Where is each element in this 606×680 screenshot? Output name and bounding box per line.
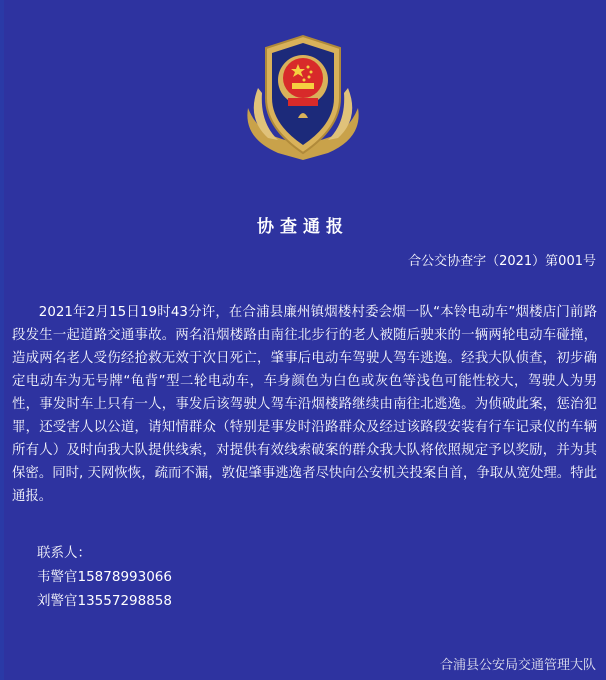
notice-body: 2021年2月15日19时43分许，在合浦县廉州镇烟楼村委会烟一队“本铃电动车”烟楼店门前路段发生一起道路交通事故。两名沿烟楼路由南往北步行的老人被随后驶来的一辆两轮电动车碰撞，造成两名老人受伤经抢救无效于次日死亡，肇事后电动车驾驶人驾车逃逸。经我大队侦查，初步确定电动车为无号牌“龟背”型二轮电动车，车身颜色为白色或灰色等浅色可能性较大，驾驶人为男性，事发时车上只有一人，事发后该驾驶人驾车沿烟楼路继续由南往北逃逸。为侦破此案，惩治犯罪，还受害人以公道，请知情群众（特别是事发时沿路群众及经过该路段安装有行车记录仪的车辆所有人）及时向我大队提供线索，对提供有效线索破案的群众我大队将依照规定予以奖励，并为其保密。同时, 天网恢恢，疏而不漏，敦促肇事逃逸者尽快向公安机关投案自首，争取从宽处理。特此通报。 (12, 305, 597, 504)
left-edge-strip (0, 0, 4, 680)
page-title: 协查通报 (257, 217, 349, 237)
contact-item: 刘警官13557298858 (37, 593, 172, 609)
contact-item: 韦警官15878993066 (37, 569, 172, 585)
contact-label: 联系人： (37, 545, 91, 561)
document-number: 合公交协查字（2021）第001号 (408, 254, 596, 269)
police-emblem-icon (238, 28, 368, 168)
issuer-signature: 合浦县公安局交通管理大队 (439, 658, 596, 673)
